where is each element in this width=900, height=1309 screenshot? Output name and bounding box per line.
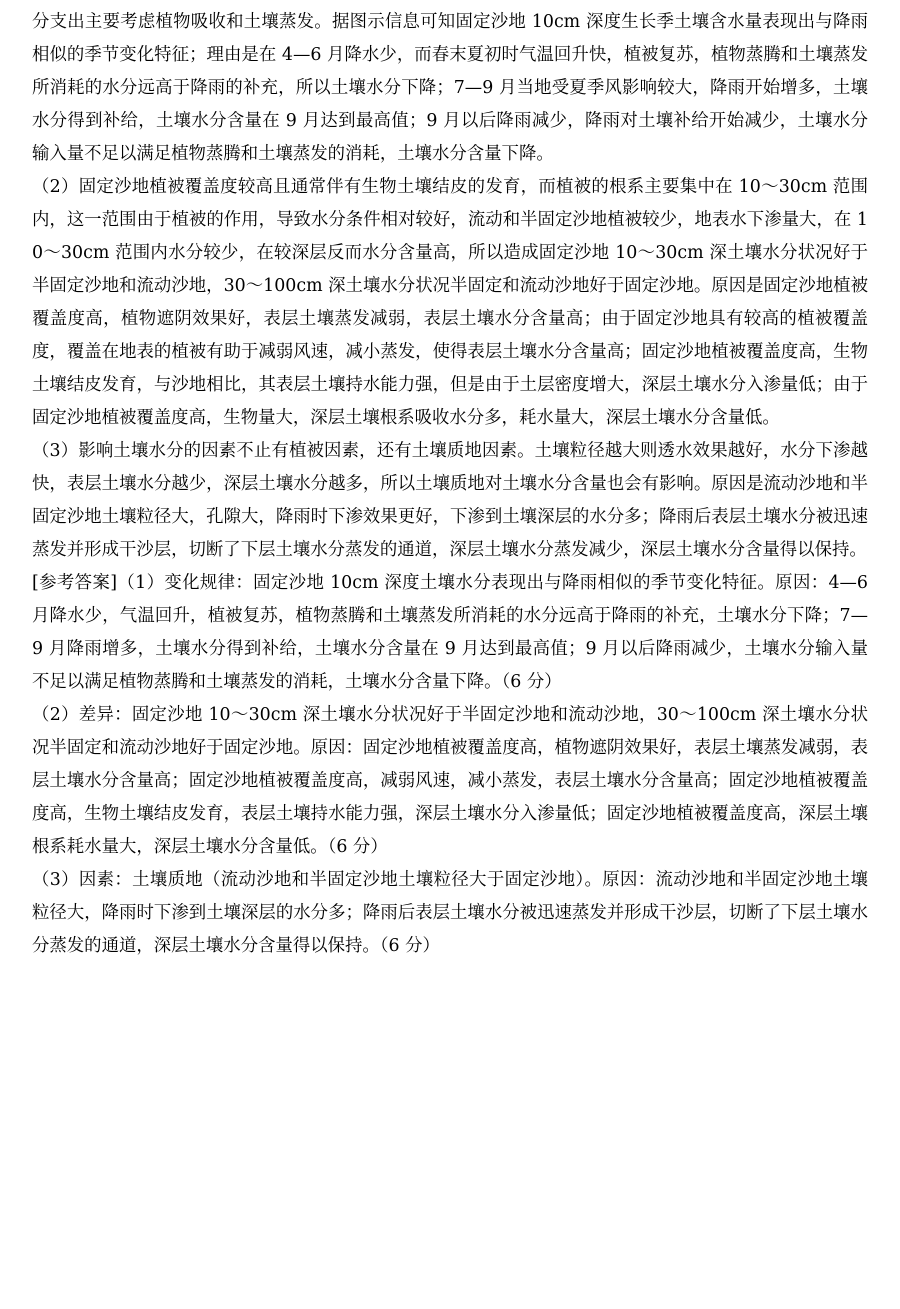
paragraph-analysis-2: （2）固定沙地植被覆盖度较高且通常伴有生物土壤结皮的发育，而植被的根系主要集中在 10～30cm 范围内，这一范围由于植被的作用，导致水分条件相对较好，流动和半固定沙地植被较少，地表水下渗量大，在 10～30cm 范围内水分较少，在较深层反而水分含量高，所以造成固定沙地 10～30cm 深土壤水分状况好于半固定沙地和流动沙地，30～100cm 深土壤水分状况半固定和流动沙地好于固定沙地。原因是固定沙地植被覆盖度高，植物遮阴效果好，表层土壤蒸发减弱，表层土壤水分含量高；由于固定沙地具有较高的植被覆盖度，覆盖在地表的植被有助于减弱风速，减小蒸发，使得表层土壤水分含量高；固定沙地植被覆盖度高，生物土壤结皮发育，与沙地相比，其表层土壤持水能力强，但是由于土层密度增大，深层土壤水分入渗量低；由于固定沙地植被覆盖度高，生物量大，深层土壤根系吸收水分多，耗水量大，深层土壤水分含量低。	[32, 177, 868, 428]
paragraph-analysis-3: （3）影响土壤水分的因素不止有植被因素，还有土壤质地因素。土壤粒径越大则透水效果越好，水分下渗越快，表层土壤水分越少，深层土壤水分越多，所以土壤质地对土壤水分含量也会有影响。原因是流动沙地和半固定沙地土壤粒径大，孔隙大，降雨时下渗效果更好，下渗到土壤深层的水分多；降雨后表层土壤水分被迅速蒸发并形成干沙层，切断了下层土壤水分蒸发的通道，深层土壤水分蒸发减少，深层土壤水分含量得以保持。	[32, 441, 868, 560]
paragraph-answer-2: （2）差异：固定沙地 10～30cm 深土壤水分状况好于半固定沙地和流动沙地，30～100cm 深土壤水分状况半固定和流动沙地好于固定沙地。原因：固定沙地植被覆盖度高，植物遮阴效果好，表层土壤蒸发减弱，表层土壤水分含量高；固定沙地植被覆盖度高，减弱风速，减小蒸发，表层土壤水分含量高；固定沙地植被覆盖度高，生物土壤结皮发育，表层土壤持水能力强，深层土壤水分入渗量低；固定沙地植被覆盖度高，深层土壤根系耗水量大，深层土壤水分含量低。（6 分）	[32, 705, 868, 857]
document-page	[32, 6, 868, 963]
paragraph-analysis-1-continued: 分支出主要考虑植物吸收和土壤蒸发。据图示信息可知固定沙地 10cm 深度生长季土壤含水量表现出与降雨相似的季节变化特征；理由是在 4—6 月降水少，而春末夏初时气温回升快，植被复苏，植物蒸腾和土壤蒸发所消耗的水分远高于降雨的补充，所以土壤水分下降；7—9 月当地受夏季风影响较大，降雨开始增多，土壤水分得到补给，土壤水分含量在 9 月达到最高值；9 月以后降雨减少，降雨对土壤补给开始减少，土壤水分输入量不足以满足植物蒸腾和土壤蒸发的消耗，土壤水分含量下降。	[32, 12, 868, 164]
paragraph-answer-3: （3）因素：土壤质地（流动沙地和半固定沙地土壤粒径大于固定沙地）。原因：流动沙地和半固定沙地土壤粒径大，降雨时下渗到土壤深层的水分多；降雨后表层土壤水分被迅速蒸发并形成干沙层，切断了下层土壤水分蒸发的通道，深层土壤水分含量得以保持。（6 分）	[32, 870, 868, 956]
paragraph-answer-1: [参考答案]（1）变化规律：固定沙地 10cm 深度土壤水分表现出与降雨相似的季节变化特征。原因：4—6 月降水少，气温回升，植被复苏，植物蒸腾和土壤蒸发所消耗的水分远高于降雨的补充，土壤水分下降；7—9 月降雨增多，土壤水分得到补给，土壤水分含量在 9 月达到最高值；9 月以后降雨减少，土壤水分输入量不足以满足植物蒸腾和土壤蒸发的消耗，土壤水分含量下降。（6 分）	[32, 573, 868, 692]
